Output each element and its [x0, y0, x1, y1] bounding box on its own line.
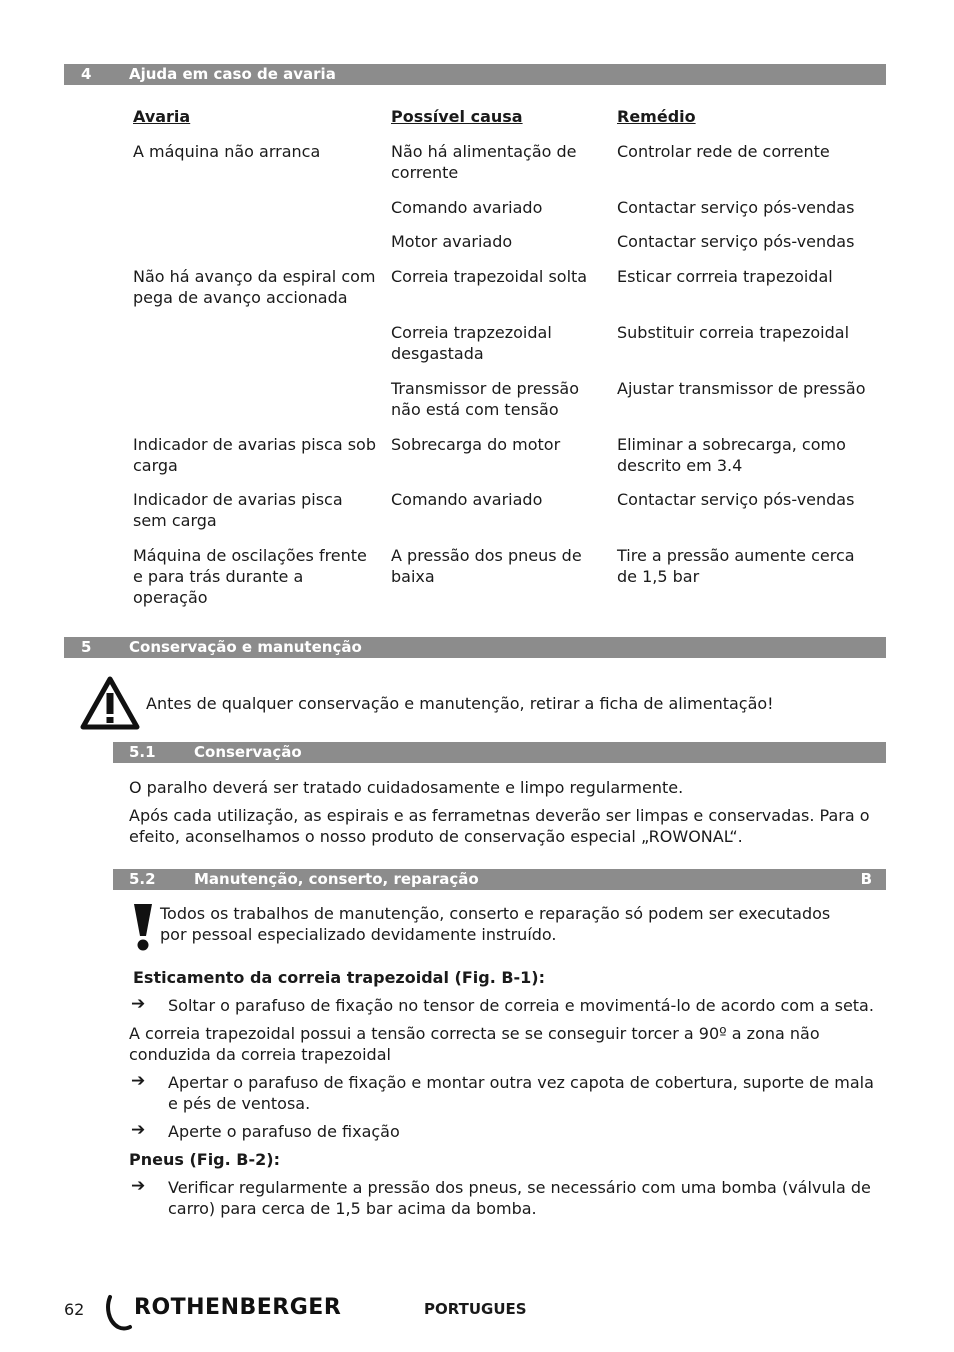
table-cell-cause: Motor avariado: [391, 232, 513, 251]
section-5-header: [64, 637, 886, 658]
arrow-right-icon: ➔: [131, 1071, 146, 1091]
table-cell-fault: Não há avanço da espiral com pega de avanço accionada: [133, 267, 376, 307]
section-title: Conservação e manutenção: [129, 638, 362, 656]
section-5-1-header: [113, 742, 886, 763]
table-cell-cause: Comando avariado: [391, 198, 543, 217]
warning-text: Antes de qualquer conservação e manutenção, retirar a ficha de alimentação!: [146, 694, 774, 713]
table-cell-remedy: Tire a pressão aumente cerca de 1,5 bar: [617, 546, 855, 586]
table-cell-remedy: Contactar serviço pós-vendas: [617, 232, 855, 251]
step-text: Soltar o parafuso de fixação no tensor de correia e movimentá-lo de acordo com a seta.: [168, 996, 874, 1015]
table-cell-remedy: Ajustar transmissor de pressão: [617, 379, 866, 398]
step-text: Verificar regularmente a pressão dos pneus, se necessário com uma bomba (válvula de carro) para cerca de 1,5 bar acima da bomba.: [168, 1178, 871, 1218]
section-number: 5: [81, 638, 92, 656]
section-5-2-header: [113, 869, 886, 890]
section-number: 5.2: [129, 870, 156, 888]
table-cell-fault: A máquina não arranca: [133, 142, 321, 161]
section-title: Conservação: [194, 743, 302, 761]
table-cell-fault: Indicador de avarias pisca sob carga: [133, 435, 376, 475]
table-cell-cause: Não há alimentação de corrente: [391, 142, 577, 182]
section-4-header: [64, 64, 886, 85]
column-header-remedy: Remédio: [617, 107, 696, 126]
logo-swoosh-icon: [104, 1293, 134, 1333]
table-cell-cause: A pressão dos pneus de baixa: [391, 546, 582, 586]
step-text: Apertar o parafuso de fixação e montar outra vez capota de cobertura, suporte de mala e pés de ventosa.: [168, 1073, 874, 1113]
paragraph: O paralho deverá ser tratado cuidadosamente e limpo regularmente.: [129, 778, 684, 797]
column-header-cause: Possível causa: [391, 107, 523, 126]
table-cell-fault: Máquina de oscilações frente e para trás durante a operação: [133, 546, 367, 607]
section-number: 5.1: [129, 743, 156, 761]
exclamation-icon: [131, 902, 155, 952]
section-number: 4: [81, 65, 92, 83]
table-cell-cause: Comando avariado: [391, 490, 543, 509]
table-cell-cause: Transmissor de pressão não está com tensão: [391, 379, 580, 419]
section-title: Manutenção, conserto, reparação: [194, 870, 479, 888]
page-number: 62: [64, 1300, 85, 1319]
table-cell-remedy: Eliminar a sobrecarga, como descrito em 3.4: [617, 435, 846, 475]
paragraph: A correia trapezoidal possui a tensão correcta se se conseguir torcer a 90º a zona não conduzida da correia trapezoidal: [129, 1024, 820, 1064]
language-label: PORTUGUES: [424, 1300, 527, 1318]
column-header-fault: Avaria: [133, 107, 191, 126]
table-cell-cause: Correia trapzezoidal desgastada: [391, 323, 552, 363]
table-cell-cause: Sobrecarga do motor: [391, 435, 561, 454]
table-cell-remedy: Substituir correia trapezoidal: [617, 323, 850, 342]
paragraph: Após cada utilização, as espirais e as ferrametnas deverão ser limpas e conservadas. Para o efeito, aconselhamos o nosso produto de conservação especial „ROWONAL“.: [129, 806, 870, 846]
warning-triangle-icon: [80, 676, 140, 730]
figure-tag: B: [860, 870, 872, 888]
section-title: Ajuda em caso de avaria: [129, 65, 336, 83]
notice-text: Todos os trabalhos de manutenção, conserto e reparação só podem ser executados por pessoal especializado devidamente instruído.: [160, 904, 831, 944]
brand-name: ROTHENBERGER: [134, 1295, 342, 1320]
step-text: Aperte o parafuso de fixação: [168, 1122, 400, 1141]
tyre-heading: Pneus (Fig. B-2):: [129, 1150, 280, 1169]
arrow-right-icon: ➔: [131, 994, 146, 1014]
table-cell-remedy: Controlar rede de corrente: [617, 142, 830, 161]
table-cell-remedy: Esticar corrreia trapezoidal: [617, 267, 833, 286]
arrow-right-icon: ➔: [131, 1120, 146, 1140]
table-cell-fault: Indicador de avarias pisca sem carga: [133, 490, 343, 530]
belt-heading: Esticamento da correia trapezoidal (Fig. B-1):: [133, 968, 546, 987]
table-cell-remedy: Contactar serviço pós-vendas: [617, 490, 855, 509]
table-cell-cause: Correia trapezoidal solta: [391, 267, 588, 286]
arrow-right-icon: ➔: [131, 1176, 146, 1196]
brand-logo: [104, 1291, 354, 1335]
table-cell-remedy: Contactar serviço pós-vendas: [617, 198, 855, 217]
